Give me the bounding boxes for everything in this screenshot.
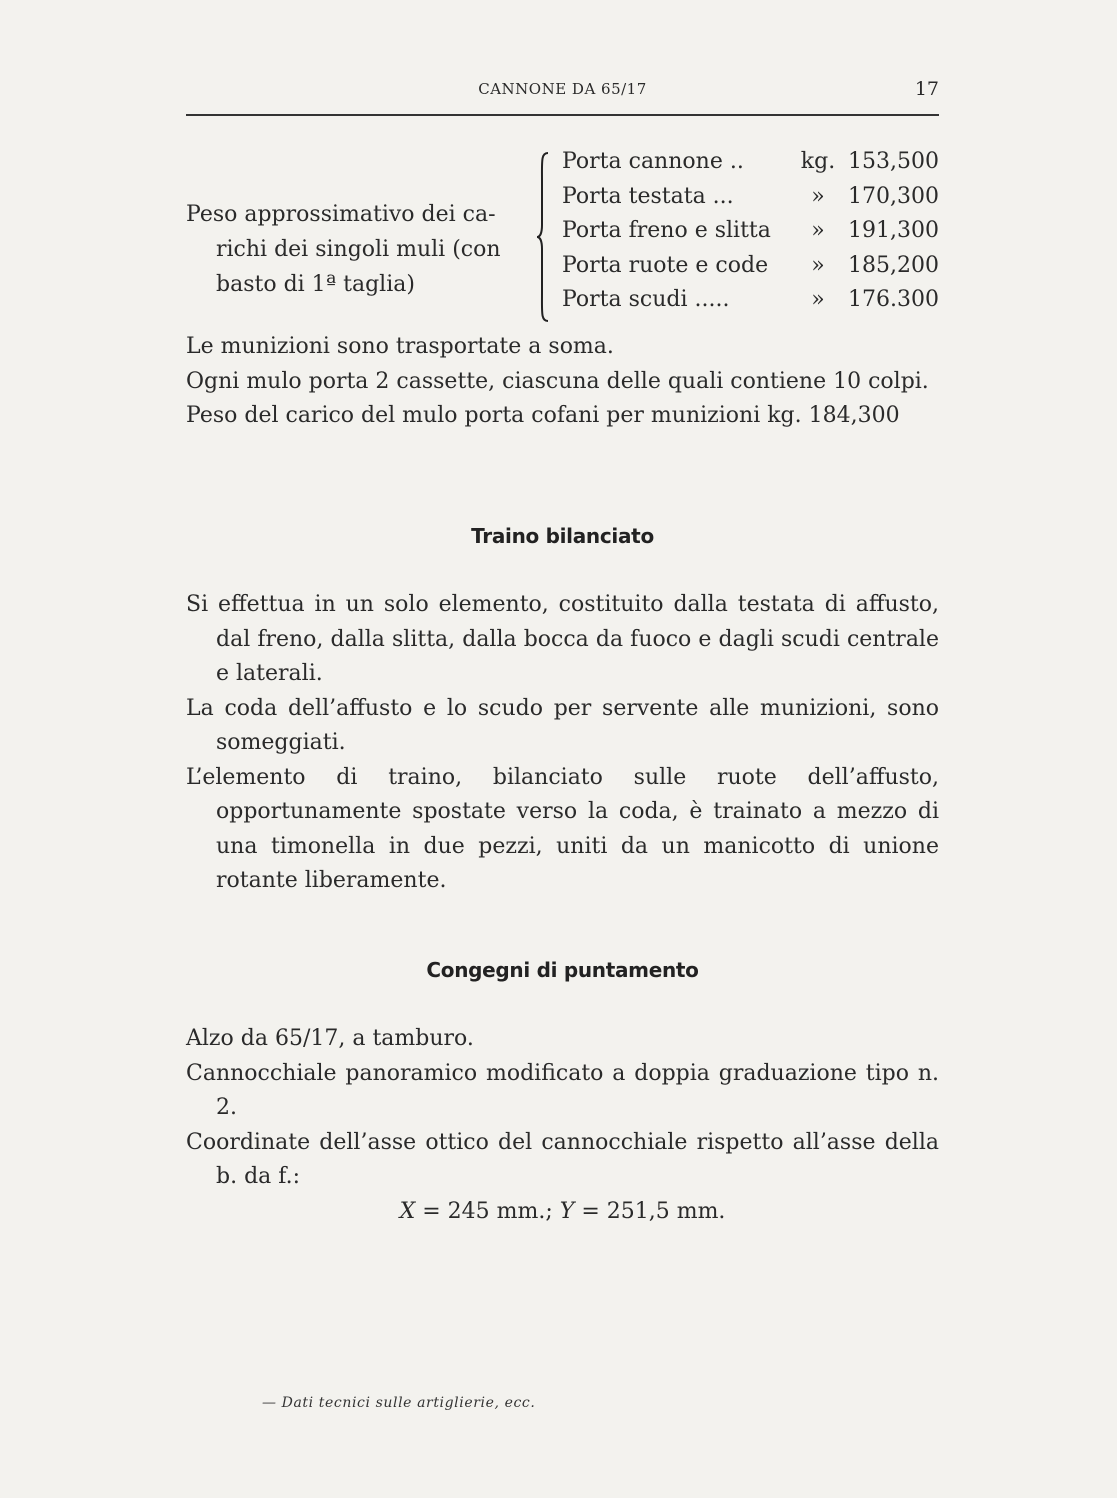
running-title: CANNONE DA 65/17 <box>478 80 647 98</box>
paragraph: L’elemento di traino, bilanciato sulle ruote dell’affusto, opportunamente spostate verso la coda, è trainato a mezzo di una timonella in due pezzi, uniti da un manicotto di unione rotante liberamente. <box>186 764 939 893</box>
coordinates-formula <box>186 1195 939 1229</box>
y-value: = 251,5 mm. <box>581 1198 726 1224</box>
load-label: Porta ruote e code <box>562 252 769 278</box>
load-unit: kg. <box>800 149 836 174</box>
load-value: 170,300 <box>848 183 939 209</box>
load-value: 153,500 <box>848 149 939 174</box>
traino-section <box>186 588 939 899</box>
load-row <box>562 184 939 219</box>
y-symbol: Y <box>559 1198 575 1224</box>
load-row <box>562 149 939 184</box>
page-number: 17 <box>914 78 939 100</box>
paragraph: Peso del carico del mulo porta cofani per munizioni kg. 184,300 <box>186 403 900 428</box>
load-label: Porta scudi ..... <box>562 287 730 312</box>
puntamento-section <box>186 1022 939 1229</box>
load-unit: » <box>811 252 825 278</box>
paragraph: Coordinate dell’asse ottico del cannocchiale rispetto all’asse della b. da f.: <box>186 1129 939 1189</box>
load-unit: » <box>811 183 825 209</box>
curly-brace <box>536 151 552 323</box>
paragraph: Ogni mulo porta 2 cassette, ciascuna delle quali contiene 10 colpi. <box>186 368 929 394</box>
paragraph: Alzo da 65/17, a tamburo. <box>186 1026 474 1051</box>
load-unit: » <box>811 218 825 243</box>
load-value: 185,200 <box>848 252 939 278</box>
header-rule <box>186 114 939 116</box>
paragraph: Si effettua in un solo elemento, costituito dalla testata di affusto, dal freno, dalla slitta, dalla bocca da fuoco e dagli scudi centrale e laterali. <box>186 592 939 686</box>
load-value: 176.300 <box>848 287 939 312</box>
mule-loads-label <box>186 197 531 302</box>
running-head <box>186 80 939 104</box>
load-label: Porta testata ... <box>562 183 734 209</box>
mule-loads-label-line: Peso approssimativo dei ca- <box>186 202 496 227</box>
paragraph: Le munizioni sono trasportate a soma. <box>186 334 614 359</box>
section-heading-puntamento: Congegni di puntamento <box>426 958 699 982</box>
x-symbol: X <box>399 1198 416 1224</box>
page-footnote: — Dati tecnici sulle artiglierie, ecc. <box>262 1395 536 1411</box>
load-row <box>562 287 939 322</box>
load-label: Porta freno e slitta <box>562 218 771 243</box>
x-value: = 245 mm.; <box>422 1198 553 1224</box>
load-row <box>562 253 939 288</box>
load-label: Porta cannone .. <box>562 149 744 174</box>
mule-loads-table <box>562 149 939 322</box>
section-heading-traino: Traino bilanciato <box>471 524 654 548</box>
mule-loads-label-line: richi dei singoli muli (con <box>216 237 501 262</box>
load-value: 191,300 <box>848 218 939 243</box>
mule-loads-block <box>186 145 939 325</box>
load-row <box>562 218 939 253</box>
load-unit: » <box>811 287 825 312</box>
paragraph: Cannocchiale panoramico modificato a doppia graduazione tipo n. 2. <box>186 1060 939 1120</box>
ammunition-section <box>186 330 939 434</box>
paragraph: La coda dell’affusto e lo scudo per servente alle munizioni, sono someggiati. <box>186 695 939 755</box>
mule-loads-label-line: basto di 1ª taglia) <box>216 272 415 297</box>
